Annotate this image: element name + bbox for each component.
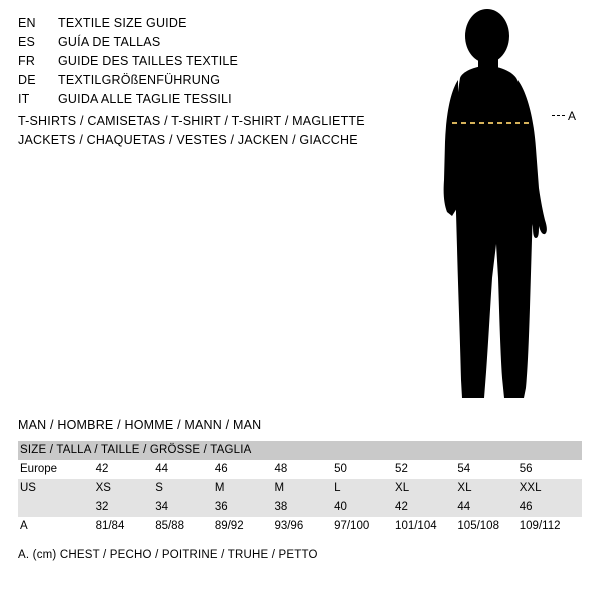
cell: 44 xyxy=(457,498,519,517)
male-body-silhouette-icon xyxy=(400,8,600,408)
cell: 81/84 xyxy=(96,517,156,536)
cell: 46 xyxy=(520,498,582,517)
table-row xyxy=(18,498,582,517)
language-text: TEXTILGRÖßENFÜHRUNG xyxy=(58,73,221,87)
cell: 109/112 xyxy=(520,517,582,536)
cell: 50 xyxy=(334,460,395,479)
category-tshirts: T-SHIRTS / CAMISETAS / T-SHIRT / T-SHIRT / MAGLIETTE xyxy=(18,114,365,128)
cell: 97/100 xyxy=(334,517,395,536)
language-row xyxy=(18,52,398,71)
table-row xyxy=(18,517,582,536)
table-row xyxy=(18,460,582,479)
cell: 32 xyxy=(96,498,156,517)
cell: 105/108 xyxy=(457,517,519,536)
language-text: TEXTILE SIZE GUIDE xyxy=(58,16,187,30)
language-code: ES xyxy=(18,35,36,49)
cell: XL xyxy=(457,479,519,498)
row-label: A xyxy=(18,517,96,536)
language-row xyxy=(18,90,398,109)
cell: 42 xyxy=(395,498,457,517)
language-code: FR xyxy=(18,54,36,68)
cell: 44 xyxy=(155,460,215,479)
language-row xyxy=(18,14,398,33)
cell: 54 xyxy=(457,460,519,479)
footnote: A. (cm) CHEST / PECHO / POITRINE / TRUHE / PETTO xyxy=(18,549,318,561)
cell: XS xyxy=(96,479,156,498)
language-text: GUIDE DES TAILLES TEXTILE xyxy=(58,54,239,68)
cell: XL xyxy=(395,479,457,498)
cell: L xyxy=(334,479,395,498)
measure-label-a: A xyxy=(568,109,577,123)
cell: 34 xyxy=(155,498,215,517)
measure-leader-line xyxy=(552,115,565,116)
cell: S xyxy=(155,479,215,498)
cell: 93/96 xyxy=(274,517,334,536)
table-header-label: SIZE / TALLA / TAILLE / GRÖSSE / TAGLIA xyxy=(18,441,582,460)
language-text: GUIDA ALLE TAGLIE TESSILI xyxy=(58,92,232,106)
table-header-row xyxy=(18,441,582,460)
cell: 40 xyxy=(334,498,395,517)
language-row xyxy=(18,71,398,90)
language-code: DE xyxy=(18,73,36,87)
cell: 42 xyxy=(96,460,156,479)
row-label: US xyxy=(18,479,96,498)
category-jackets: JACKETS / CHAQUETAS / VESTES / JACKEN / GIACCHE xyxy=(18,133,358,147)
cell: 89/92 xyxy=(215,517,275,536)
cell: 46 xyxy=(215,460,275,479)
size-table xyxy=(18,441,582,536)
cell: 101/104 xyxy=(395,517,457,536)
cell: 56 xyxy=(520,460,582,479)
language-code: EN xyxy=(18,16,36,30)
table-row xyxy=(18,479,582,498)
category-list xyxy=(18,112,418,150)
row-label xyxy=(18,498,96,517)
cell: 36 xyxy=(215,498,275,517)
cell: 38 xyxy=(274,498,334,517)
cell: 52 xyxy=(395,460,457,479)
language-text: GUÍA DE TALLAS xyxy=(58,35,161,49)
table-title: MAN / HOMBRE / HOMME / MANN / MAN xyxy=(18,418,262,432)
cell: M xyxy=(274,479,334,498)
cell: 48 xyxy=(274,460,334,479)
language-list xyxy=(18,14,398,109)
language-row xyxy=(18,33,398,52)
body-figure xyxy=(400,8,600,408)
cell: 85/88 xyxy=(155,517,215,536)
row-label: Europe xyxy=(18,460,96,479)
cell: XXL xyxy=(520,479,582,498)
cell: M xyxy=(215,479,275,498)
language-code: IT xyxy=(18,92,30,106)
